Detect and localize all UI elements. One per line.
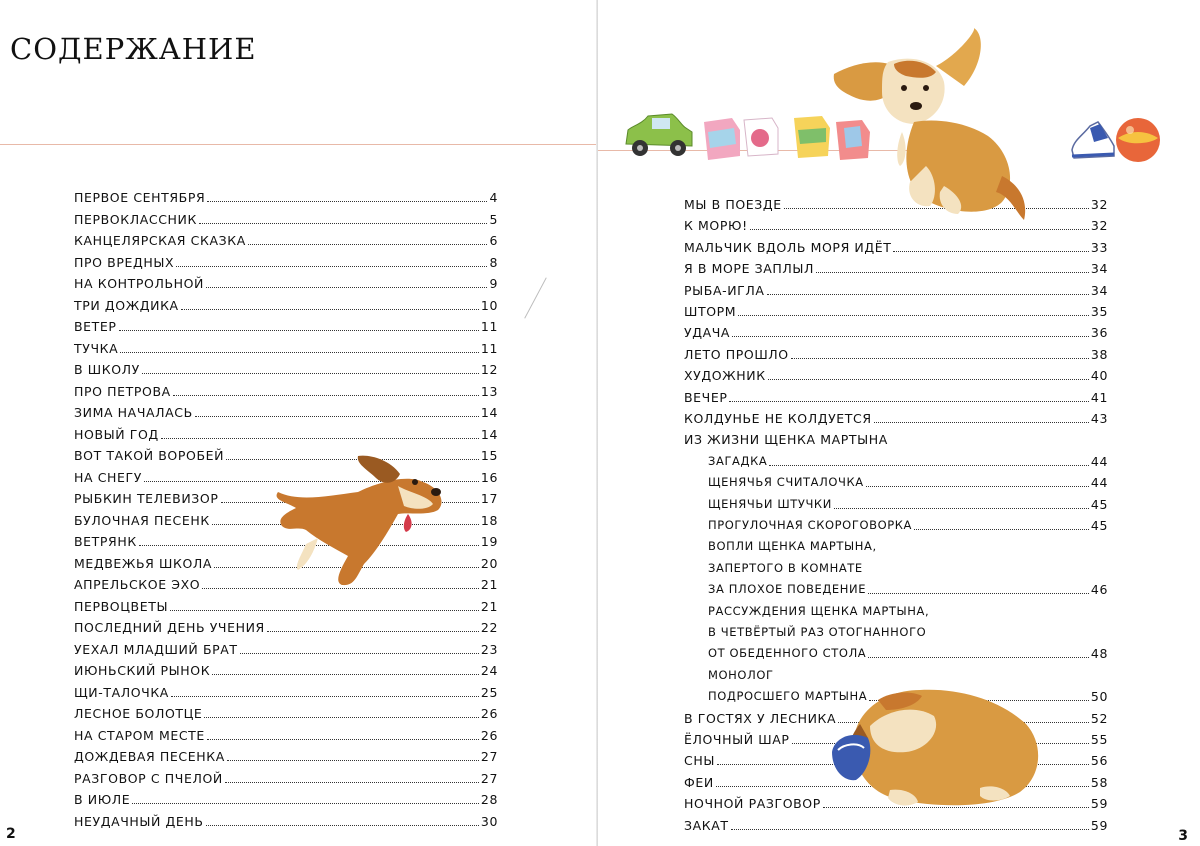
toc-leader-dots: [173, 395, 479, 396]
toc-entry-page: 50: [1090, 689, 1108, 705]
toc-entry-page: 32: [1090, 218, 1108, 234]
toc-entry-page: 28: [480, 792, 498, 807]
toc-entry-page: 35: [1090, 304, 1108, 319]
toc-entry-title: ЩИ-ТАЛОЧКА: [74, 684, 169, 700]
toc-entry-title: ПЕРВОЦВЕТЫ: [74, 598, 169, 614]
toc-entry: [74, 598, 498, 614]
toc-entry-title: НЕУДАЧНЫЙ ДЕНЬ: [74, 813, 204, 829]
toc-entry-page: 36: [1090, 325, 1108, 341]
toc-entry-page: 38: [1090, 346, 1108, 362]
toc-entry-title: ВЕЧЕР: [684, 389, 728, 405]
toc-entry: [74, 791, 498, 807]
toc-entry-page: 32: [1090, 197, 1108, 212]
toc-entry: [74, 705, 498, 721]
toc-entry-page: 52: [1090, 710, 1108, 726]
toc-entry: [684, 282, 1108, 298]
sleeping-puppy-illustration: [830, 680, 1046, 812]
toc-entry-page: 27: [480, 749, 498, 764]
toc-entry-title: ПРО ПЕТРОВА: [74, 383, 171, 399]
toc-leader-dots: [207, 201, 487, 202]
toc-entry-title: ЗАГАДКА: [708, 453, 768, 468]
toy-car-illustration: [620, 108, 698, 160]
toc-entry-page: 34: [1090, 261, 1108, 277]
toc-entry: [708, 560, 1108, 576]
toc-entry-title: ЛЕТО ПРОШЛО: [684, 346, 789, 362]
toc-leader-dots: [866, 486, 1089, 487]
toc-entry-title: ВЕТЕР: [74, 319, 117, 334]
toc-entry-title: ФЕИ: [684, 774, 714, 790]
toc-entry-title: КАНЦЕЛЯРСКАЯ СКАЗКА: [74, 233, 246, 248]
toc-entry: [74, 340, 498, 356]
toc-entry-page: 44: [1090, 475, 1108, 491]
toc-entry: [708, 624, 1108, 640]
toc-entry: [74, 748, 498, 764]
toc-entry: [708, 645, 1108, 661]
toc-entry-title: ЗАПЕРТОГО В КОМНАТЕ: [708, 560, 863, 575]
toc-leader-dots: [914, 529, 1089, 530]
toc-entry: [74, 189, 498, 205]
toc-entry-page: 15: [480, 448, 498, 463]
toc-entry-title: ХУДОЖНИК: [684, 368, 766, 384]
toc-entry: [684, 324, 1108, 340]
toc-entry-title: РАЗГОВОР С ПЧЕЛОЙ: [74, 770, 223, 786]
page-scratch: [524, 277, 546, 318]
toc-entry-title: МЕДВЕЖЬЯ ШКОЛА: [74, 555, 213, 571]
toc-entry-page: 58: [1090, 774, 1108, 790]
toc-entry-title: ВОПЛИ ЩЕНКА МАРТЫНА,: [708, 539, 877, 554]
toc-entry-page: 16: [480, 469, 498, 485]
toc-entry-title: УЕХАЛ МЛАДШИЙ БРАТ: [74, 641, 238, 657]
toc-entry: [708, 538, 1108, 554]
toc-entry-page: 59: [1090, 817, 1108, 833]
toc-entry: [74, 297, 498, 313]
toc-entry-title: ДОЖДЕВАЯ ПЕСЕНКА: [74, 749, 225, 764]
toc-entry-title: МОНОЛОГ: [708, 667, 774, 682]
toc-entry: [708, 581, 1108, 597]
toc-entry-title: ШТОРМ: [684, 304, 737, 319]
toc-leader-dots: [816, 272, 1089, 273]
toc-entry-page: 55: [1090, 732, 1108, 747]
toc-entry-title: МЫ В ПОЕЗДЕ: [684, 197, 782, 212]
toc-leader-dots: [767, 294, 1089, 295]
toc-entry: [74, 275, 498, 291]
toc-leader-dots: [195, 416, 479, 417]
toc-entry: [74, 232, 498, 248]
page-heading: СОДЕРЖАНИЕ: [10, 32, 257, 66]
toc-entry-page: 12: [480, 362, 498, 377]
toc-entry-page: 33: [1090, 239, 1108, 255]
toc-entry: [708, 496, 1108, 512]
toc-entry-page: 4: [489, 190, 498, 205]
right-page: [598, 0, 1200, 846]
toc-leader-dots: [120, 352, 479, 353]
toc-entry-title: ТРИ ДОЖДИКА: [74, 297, 179, 313]
toc-leader-dots: [267, 631, 479, 632]
toc-entry-title: В ШКОЛУ: [74, 362, 140, 377]
toc-leader-dots: [225, 782, 479, 783]
toc-entry-page: 56: [1090, 753, 1108, 769]
toc-entry-page: 25: [480, 684, 498, 700]
toc-entry: [74, 641, 498, 657]
toc-entry-title: К МОРЮ!: [684, 218, 748, 234]
toc-entry-title: БУЛОЧНАЯ ПЕСЕНК: [74, 512, 210, 528]
header-rule: [0, 144, 598, 145]
toc-entry-title: ПОДРОСШЕГО МАРТЫНА: [708, 689, 868, 704]
toc-leader-dots: [732, 336, 1089, 337]
toc-entry-title: ЗА ПЛОХОЕ ПОВЕДЕНИЕ: [708, 582, 867, 597]
toc-entry-title: НОЧНОЙ РАЗГОВОР: [684, 796, 821, 812]
toc-entry-page: 14: [480, 405, 498, 420]
toc-entry-title: ПРОГУЛОЧНАЯ СКОРОГОВОРКА: [708, 518, 913, 532]
left-page: [0, 0, 598, 846]
toc-entry: [708, 453, 1108, 469]
toc-entry: [74, 318, 498, 334]
toc-entry-page: 26: [480, 706, 498, 721]
toc-entry: [708, 474, 1108, 490]
toc-entry-title: ИЮНЬСКИЙ РЫНОК: [74, 663, 211, 678]
toc-entry-page: 40: [1090, 368, 1108, 384]
toc-entry: [708, 517, 1108, 533]
toc-entry-title: Я В МОРЕ ЗАПЛЫЛ: [684, 261, 815, 277]
toc-entry-title: УДАЧА: [684, 325, 731, 341]
toc-leader-dots: [240, 653, 479, 654]
toc-entry-page: 34: [1090, 282, 1108, 298]
toc-entry-page: 11: [480, 340, 498, 356]
toc-entry-page: 14: [480, 426, 498, 442]
toc-leader-dots: [731, 829, 1089, 830]
toc-entry: [684, 817, 1108, 833]
toc-leader-dots: [227, 760, 479, 761]
toc-leader-dots: [207, 739, 479, 740]
toc-entry: [74, 383, 498, 399]
toc-entry-title: ПРО ВРЕДНЫХ: [74, 254, 175, 270]
toc-entry-page: 45: [1090, 496, 1108, 512]
toc-entry: [684, 410, 1108, 426]
toc-entry-title: ПЕРВОЕ СЕНТЯБРЯ: [74, 190, 206, 205]
toc-entry-title: ЗИМА НАЧАЛАСЬ: [74, 405, 193, 420]
toc-entry-title: ОТ ОБЕДЕННОГО СТОЛА: [708, 646, 867, 661]
toc-leader-dots: [893, 251, 1088, 252]
toc-entry-title: КОЛДУНЬЕ НЕ КОЛДУЕТСЯ: [684, 411, 872, 426]
toc-entry-page: 43: [1090, 411, 1108, 426]
toc-entry-title: ЗАКАТ: [684, 817, 729, 833]
page-number-left: 2: [6, 826, 16, 842]
toc-entry: [74, 254, 498, 270]
toc-leader-dots: [868, 593, 1089, 594]
toc-entry-page: 6: [489, 233, 498, 248]
toc-entry-page: 20: [480, 555, 498, 571]
toc-entry: [74, 684, 498, 700]
toc-entry-page: 13: [480, 383, 498, 399]
toc-leader-dots: [768, 379, 1089, 380]
toc-entry: [74, 211, 498, 227]
toc-entry-page: 11: [480, 319, 498, 334]
toc-entry-page: 26: [480, 727, 498, 743]
toc-leader-dots: [199, 223, 487, 224]
toc-entry-page: 21: [480, 577, 498, 592]
toc-leader-dots: [769, 465, 1089, 466]
toc-entry-title: ЩЕНЯЧЬЯ СЧИТАЛОЧКА: [708, 475, 864, 490]
toc-entry: [74, 361, 498, 377]
toc-leader-dots: [791, 358, 1089, 359]
toc-leader-dots: [204, 717, 478, 718]
toc-leader-dots: [834, 508, 1089, 509]
toc-entry: [684, 303, 1108, 319]
toc-entry-title: ЛЕСНОЕ БОЛОТЦЕ: [74, 706, 203, 721]
toc-entry-page: 30: [480, 813, 498, 829]
toc-entry-page: 59: [1090, 796, 1108, 812]
toc-leader-dots: [729, 401, 1088, 402]
toc-entry: [684, 431, 1108, 447]
toc-leader-dots: [206, 825, 479, 826]
toc-entry-page: 46: [1090, 582, 1108, 598]
toc-entry-page: 48: [1090, 646, 1108, 662]
toc-entry: [684, 389, 1108, 405]
toc-leader-dots: [738, 315, 1089, 316]
toc-entry: [74, 662, 498, 678]
toc-entry: [74, 770, 498, 786]
toc-entry-page: 17: [480, 491, 498, 506]
toc-entry: [684, 346, 1108, 362]
running-puppy-illustration: [258, 452, 458, 592]
toc-leader-dots: [868, 657, 1089, 658]
toc-entry-page: 44: [1090, 453, 1108, 469]
toc-entry-title: РАССУЖДЕНИЯ ЩЕНКА МАРТЫНА,: [708, 603, 930, 618]
toc-entry: [74, 727, 498, 743]
toc-entry-title: ЁЛОЧНЫЙ ШАР: [684, 732, 790, 747]
toc-entry-title: В ГОСТЯХ У ЛЕСНИКА: [684, 710, 837, 726]
toc-entry-title: ПЕРВОКЛАССНИК: [74, 211, 197, 227]
toc-entry-page: 45: [1090, 518, 1108, 533]
toc-entry-page: 22: [480, 620, 498, 635]
toc-entry: [708, 603, 1108, 619]
toc-entry-title: ИЗ ЖИЗНИ ЩЕНКА МАРТЫНА: [684, 432, 888, 448]
toc-entry-title: ВОТ ТАКОЙ ВОРОБЕЙ: [74, 448, 225, 463]
toc-entry-title: НА СНЕГУ: [74, 469, 142, 485]
toc-leader-dots: [750, 229, 1089, 230]
toc-leader-dots: [176, 266, 487, 267]
toc-entry-title: РЫБКИН ТЕЛЕВИЗОР: [74, 491, 219, 506]
toc-entry-page: 18: [480, 512, 498, 528]
toc-entry-page: 23: [480, 641, 498, 657]
toc-entry: [684, 260, 1108, 276]
toc-leader-dots: [142, 373, 479, 374]
toc-entry-title: ВЕТРЯНК: [74, 534, 137, 549]
toc-entry-page: 21: [480, 598, 498, 614]
toc-entry-page: 9: [489, 276, 498, 291]
toc-entry-title: НА СТАРОМ МЕСТЕ: [74, 727, 205, 743]
toc-entry-title: ПОСЛЕДНИЙ ДЕНЬ УЧЕНИЯ: [74, 620, 265, 635]
toc-entry-page: 19: [480, 534, 498, 549]
toc-entry-title: СНЫ: [684, 753, 715, 769]
toc-entry-title: МАЛЬЧИК ВДОЛЬ МОРЯ ИДЁТ: [684, 239, 892, 255]
toc-leader-dots: [170, 610, 479, 611]
ball-illustration: [1114, 116, 1162, 164]
toc-entry-title: ЩЕНЯЧЬИ ШТУЧКИ: [708, 496, 832, 511]
page-number-right: 3: [1178, 828, 1188, 844]
toc-leader-dots: [171, 696, 479, 697]
toc-entry: [74, 404, 498, 420]
toc-entry-page: 10: [480, 297, 498, 313]
toc-entry-title: АПРЕЛЬСКОЕ ЭХО: [74, 577, 201, 592]
toc-leader-dots: [161, 438, 479, 439]
toc-entry-page: 24: [480, 663, 498, 678]
toc-entry: [684, 239, 1108, 255]
toc-leader-dots: [132, 803, 479, 804]
toc-entry-title: В ЧЕТВЁРТЫЙ РАЗ ОТОГНАННОГО: [708, 625, 927, 639]
toc-entry-title: НА КОНТРОЛЬНОЙ: [74, 276, 205, 291]
toc-entry-title: НОВЫЙ ГОД: [74, 426, 159, 442]
toc-leader-dots: [248, 244, 488, 245]
toc-entry-page: 8: [489, 254, 498, 270]
sneaker-illustration: [1068, 116, 1118, 162]
toc-entry: [74, 813, 498, 829]
toc-leader-dots: [181, 309, 479, 310]
toc-leader-dots: [119, 330, 479, 331]
toc-entry-page: 27: [480, 770, 498, 786]
toc-entry: [74, 619, 498, 635]
toc-entry-page: 5: [489, 211, 498, 227]
sitting-puppy-illustration: [826, 26, 1038, 222]
toc-leader-dots: [874, 422, 1089, 423]
toc-entry-title: ТУЧКА: [74, 340, 119, 356]
toc-entry-page: 41: [1090, 389, 1108, 405]
toc-leader-dots: [206, 287, 487, 288]
toc-entry: [74, 426, 498, 442]
toc-entry-title: В ИЮЛЕ: [74, 792, 131, 807]
toc-entry: [684, 367, 1108, 383]
toc-entry-title: РЫБА-ИГЛА: [684, 282, 765, 298]
toc-leader-dots: [212, 674, 479, 675]
